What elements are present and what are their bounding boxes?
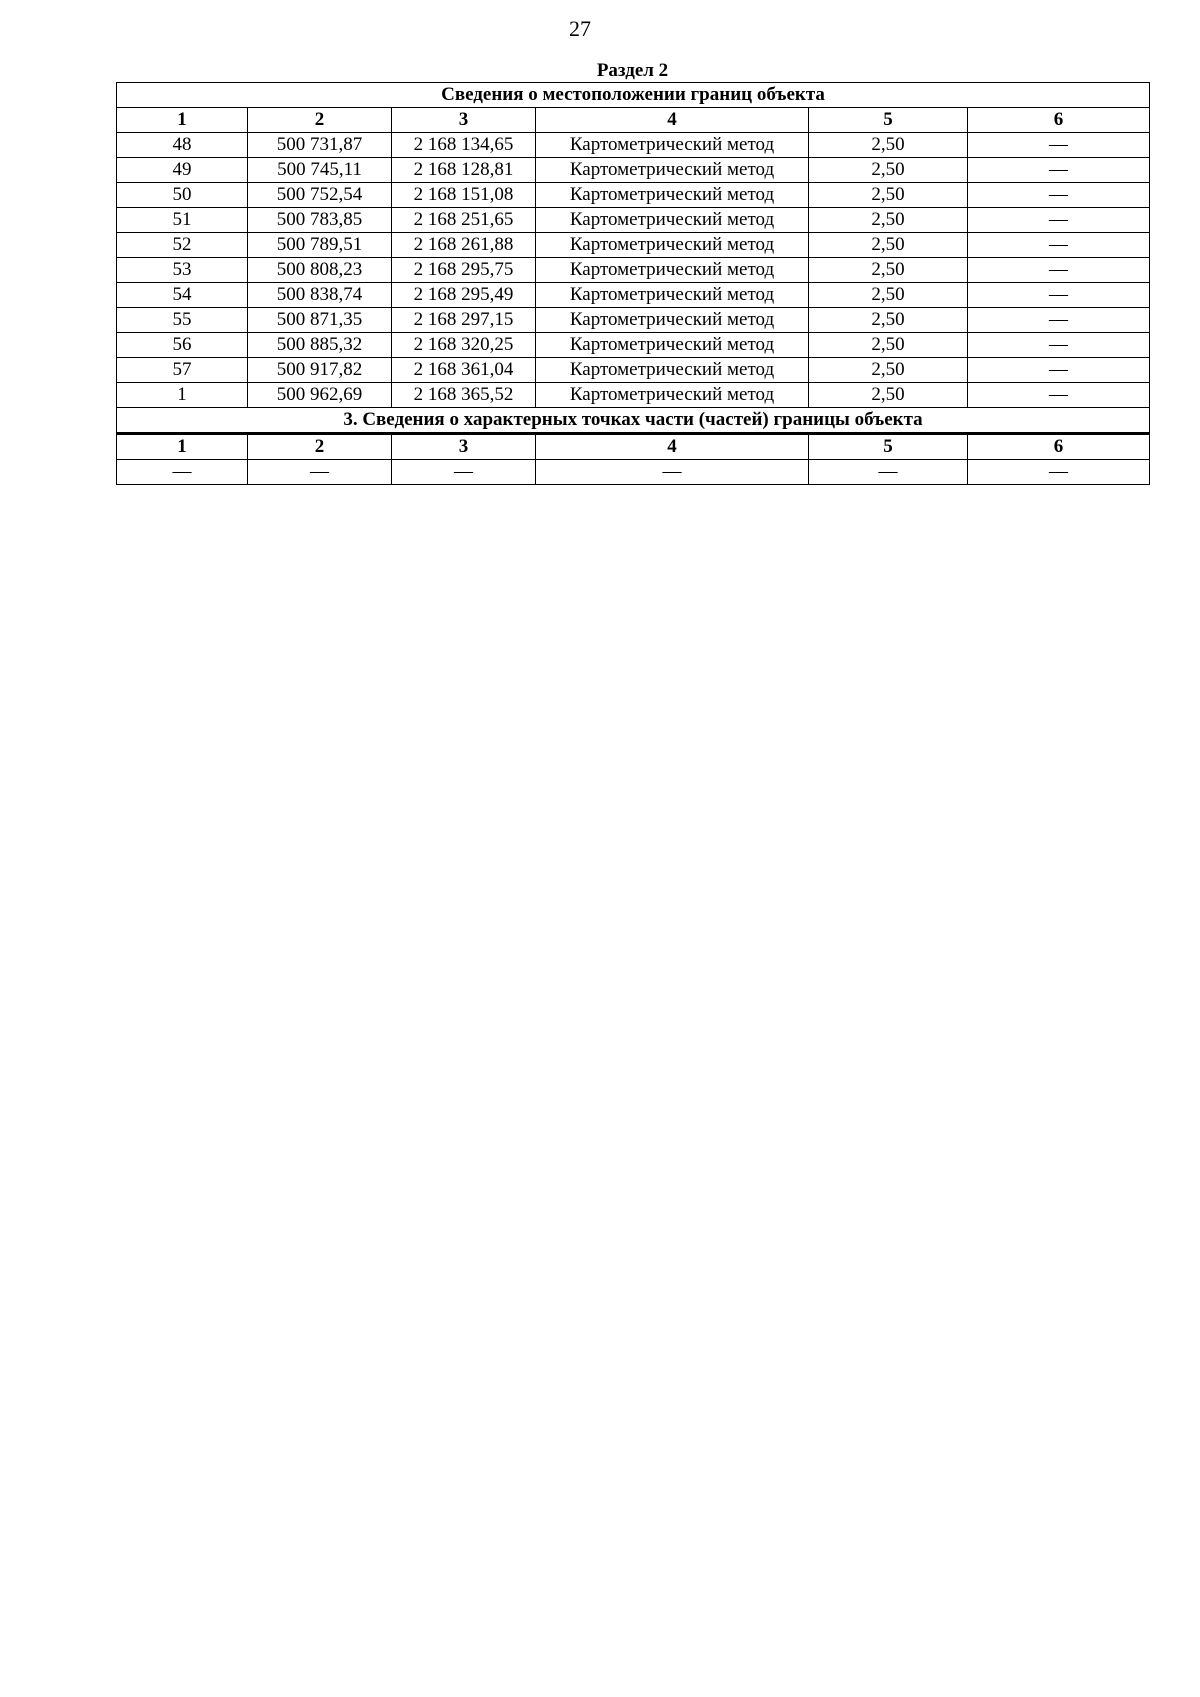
accuracy-cell: 2,50 <box>809 258 968 283</box>
x-coordinate-cell: 500 783,85 <box>248 208 392 233</box>
accuracy-cell: 2,50 <box>809 208 968 233</box>
empty-dash-cell: — <box>536 460 809 485</box>
method-cell: Картометрический метод <box>536 258 809 283</box>
column-number: 4 <box>536 434 809 460</box>
method-cell: Картометрический метод <box>536 158 809 183</box>
description-cell: — <box>968 358 1150 383</box>
point-number-cell: 56 <box>117 333 248 358</box>
subsection-caption: 3. Сведения о характерных точках части (частей) границы объекта <box>117 408 1150 434</box>
accuracy-cell: 2,50 <box>809 308 968 333</box>
table-row <box>117 460 1150 485</box>
method-cell: Картометрический метод <box>536 283 809 308</box>
method-cell: Картометрический метод <box>536 358 809 383</box>
description-cell: — <box>968 183 1150 208</box>
y-coordinate-cell: 2 168 128,81 <box>392 158 536 183</box>
point-number-cell: 55 <box>117 308 248 333</box>
method-cell: Картометрический метод <box>536 208 809 233</box>
x-coordinate-cell: 500 789,51 <box>248 233 392 258</box>
table-row <box>117 133 1150 158</box>
column-number: 5 <box>809 434 968 460</box>
table-caption: Сведения о местоположении границ объекта <box>117 83 1150 108</box>
y-coordinate-cell: 2 168 320,25 <box>392 333 536 358</box>
point-number-cell: 51 <box>117 208 248 233</box>
table-row <box>117 333 1150 358</box>
y-coordinate-cell: 2 168 297,15 <box>392 308 536 333</box>
description-cell: — <box>968 258 1150 283</box>
y-coordinate-cell: 2 168 261,88 <box>392 233 536 258</box>
column-number: 6 <box>968 434 1150 460</box>
column-number: 2 <box>248 434 392 460</box>
column-number: 5 <box>809 108 968 133</box>
column-number: 3 <box>392 434 536 460</box>
x-coordinate-cell: 500 917,82 <box>248 358 392 383</box>
y-coordinate-cell: 2 168 295,49 <box>392 283 536 308</box>
x-coordinate-cell: 500 752,54 <box>248 183 392 208</box>
accuracy-cell: 2,50 <box>809 158 968 183</box>
description-cell: — <box>968 283 1150 308</box>
table-row <box>117 283 1150 308</box>
table-row <box>117 158 1150 183</box>
y-coordinate-cell: 2 168 134,65 <box>392 133 536 158</box>
table-row <box>117 208 1150 233</box>
x-coordinate-cell: 500 871,35 <box>248 308 392 333</box>
section-title: Раздел 2 <box>596 60 669 81</box>
x-coordinate-cell: 500 838,74 <box>248 283 392 308</box>
empty-dash-cell: — <box>968 460 1150 485</box>
y-coordinate-cell: 2 168 365,52 <box>392 383 536 408</box>
table-row <box>117 308 1150 333</box>
accuracy-cell: 2,50 <box>809 358 968 383</box>
x-coordinate-cell: 500 808,23 <box>248 258 392 283</box>
method-cell: Картометрический метод <box>536 383 809 408</box>
method-cell: Картометрический метод <box>536 133 809 158</box>
point-number-cell: 49 <box>117 158 248 183</box>
table-row <box>117 233 1150 258</box>
point-number-cell: 54 <box>117 283 248 308</box>
y-coordinate-cell: 2 168 251,65 <box>392 208 536 233</box>
description-cell: — <box>968 158 1150 183</box>
table-row <box>117 358 1150 383</box>
point-number-cell: 52 <box>117 233 248 258</box>
x-coordinate-cell: 500 731,87 <box>248 133 392 158</box>
column-number: 1 <box>117 108 248 133</box>
accuracy-cell: 2,50 <box>809 383 968 408</box>
point-number-cell: 57 <box>117 358 248 383</box>
accuracy-cell: 2,50 <box>809 333 968 358</box>
column-numbers-row <box>117 108 1150 133</box>
page-number: 27 <box>569 16 591 41</box>
description-cell: — <box>968 308 1150 333</box>
column-number: 4 <box>536 108 809 133</box>
y-coordinate-cell: 2 168 295,75 <box>392 258 536 283</box>
y-coordinate-cell: 2 168 361,04 <box>392 358 536 383</box>
table-row <box>117 183 1150 208</box>
empty-dash-cell: — <box>809 460 968 485</box>
accuracy-cell: 2,50 <box>809 283 968 308</box>
method-cell: Картометрический метод <box>536 183 809 208</box>
column-number: 2 <box>248 108 392 133</box>
description-cell: — <box>968 333 1150 358</box>
method-cell: Картометрический метод <box>536 333 809 358</box>
column-number: 3 <box>392 108 536 133</box>
description-cell: — <box>968 133 1150 158</box>
x-coordinate-cell: 500 962,69 <box>248 383 392 408</box>
y-coordinate-cell: 2 168 151,08 <box>392 183 536 208</box>
method-cell: Картометрический метод <box>536 233 809 258</box>
accuracy-cell: 2,50 <box>809 133 968 158</box>
point-number-cell: 53 <box>117 258 248 283</box>
table-caption-row <box>117 83 1150 108</box>
method-cell: Картометрический метод <box>536 308 809 333</box>
point-number-cell: 1 <box>117 383 248 408</box>
table-row <box>117 383 1150 408</box>
subsection-caption-row <box>117 408 1150 434</box>
column-number: 6 <box>968 108 1150 133</box>
column-number: 1 <box>117 434 248 460</box>
empty-dash-cell: — <box>117 460 248 485</box>
accuracy-cell: 2,50 <box>809 233 968 258</box>
accuracy-cell: 2,50 <box>809 183 968 208</box>
point-number-cell: 50 <box>117 183 248 208</box>
description-cell: — <box>968 208 1150 233</box>
description-cell: — <box>968 383 1150 408</box>
description-cell: — <box>968 233 1150 258</box>
subsection-column-numbers-row <box>117 434 1150 460</box>
boundary-table <box>116 82 1150 485</box>
empty-dash-cell: — <box>248 460 392 485</box>
point-number-cell: 48 <box>117 133 248 158</box>
table-row <box>117 258 1150 283</box>
empty-dash-cell: — <box>392 460 536 485</box>
x-coordinate-cell: 500 745,11 <box>248 158 392 183</box>
x-coordinate-cell: 500 885,32 <box>248 333 392 358</box>
